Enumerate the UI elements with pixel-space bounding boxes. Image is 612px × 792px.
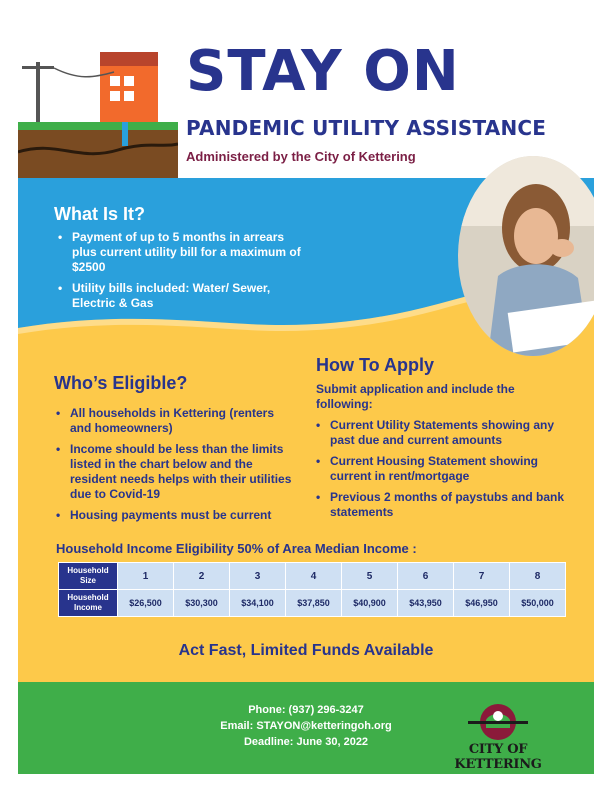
city-logo-text: CITY OF KETTERING <box>454 742 542 772</box>
call-to-action: Act Fast, Limited Funds Available <box>178 642 434 659</box>
city-emblem-icon <box>428 696 568 742</box>
house-utility-illustration <box>18 28 178 178</box>
eligible-list <box>56 406 294 529</box>
income-cell: $34,100 <box>230 590 286 617</box>
page-title: STAY ON <box>186 39 460 104</box>
list-item: • Current Utility Statements showing any past due and current amounts <box>316 418 566 448</box>
contact-info <box>178 702 434 750</box>
apply-list <box>316 418 566 526</box>
size-cell: 6 <box>398 563 454 590</box>
table-row-size <box>59 563 566 590</box>
list-item: • All households in Kettering (renters and homeowners) <box>56 406 294 436</box>
income-cell: $26,500 <box>118 590 174 617</box>
income-cell: $46,950 <box>454 590 510 617</box>
list-item: • Income should be less than the limits listed in the chart below and the resident needs helps with their utilities due to Covid-19 <box>56 442 294 502</box>
list-item: • Payment of up to 5 months in arrears plus current utility bill for a maximum of $2500 <box>58 230 304 275</box>
size-cell: 1 <box>118 563 174 590</box>
income-table-title: Household Income Eligibility 50% of Area Median Income : <box>56 541 417 556</box>
footer <box>18 682 594 774</box>
administered-by: Administered by the City of Kettering <box>186 149 416 164</box>
income-cell: $50,000 <box>510 590 566 617</box>
size-cell: 4 <box>286 563 342 590</box>
list-item: • Current Housing Statement showing current in rent/mortgage <box>316 454 566 484</box>
table-row-income <box>59 590 566 617</box>
income-eligibility-table <box>58 562 566 617</box>
size-cell: 7 <box>454 563 510 590</box>
size-cell: 8 <box>510 563 566 590</box>
list-item: • Housing payments must be current <box>56 508 294 523</box>
apply-intro: Submit application and include the following: <box>316 382 515 411</box>
how-to-apply-heading: How To Apply <box>316 355 434 375</box>
list-item: • Previous 2 months of paystubs and bank statements <box>316 490 566 520</box>
row-header-income: Household Income <box>59 590 118 617</box>
list-item: • Utility bills included: Water/ Sewer, Electric & Gas <box>58 281 304 311</box>
size-cell: 2 <box>174 563 230 590</box>
size-cell: 3 <box>230 563 286 590</box>
what-is-it-list <box>58 230 304 317</box>
income-cell: $30,300 <box>174 590 230 617</box>
city-logo <box>428 696 568 772</box>
size-cell: 5 <box>342 563 398 590</box>
flyer <box>18 28 594 774</box>
deadline-text: Deadline: June 30, 2022 <box>243 736 369 748</box>
email-link[interactable]: Email: STAYON@ketteringoh.org <box>220 720 392 732</box>
row-header-size: Household Size <box>59 563 118 590</box>
page-subtitle: PANDEMIC UTILITY ASSISTANCE <box>186 116 547 140</box>
eligible-heading: Who’s Eligible? <box>54 373 188 393</box>
income-cell: $43,950 <box>398 590 454 617</box>
income-cell: $37,850 <box>286 590 342 617</box>
what-is-it-heading: What Is It? <box>54 204 145 224</box>
phone-text: Phone: (937) 296-3247 <box>248 704 364 716</box>
income-cell: $40,900 <box>342 590 398 617</box>
